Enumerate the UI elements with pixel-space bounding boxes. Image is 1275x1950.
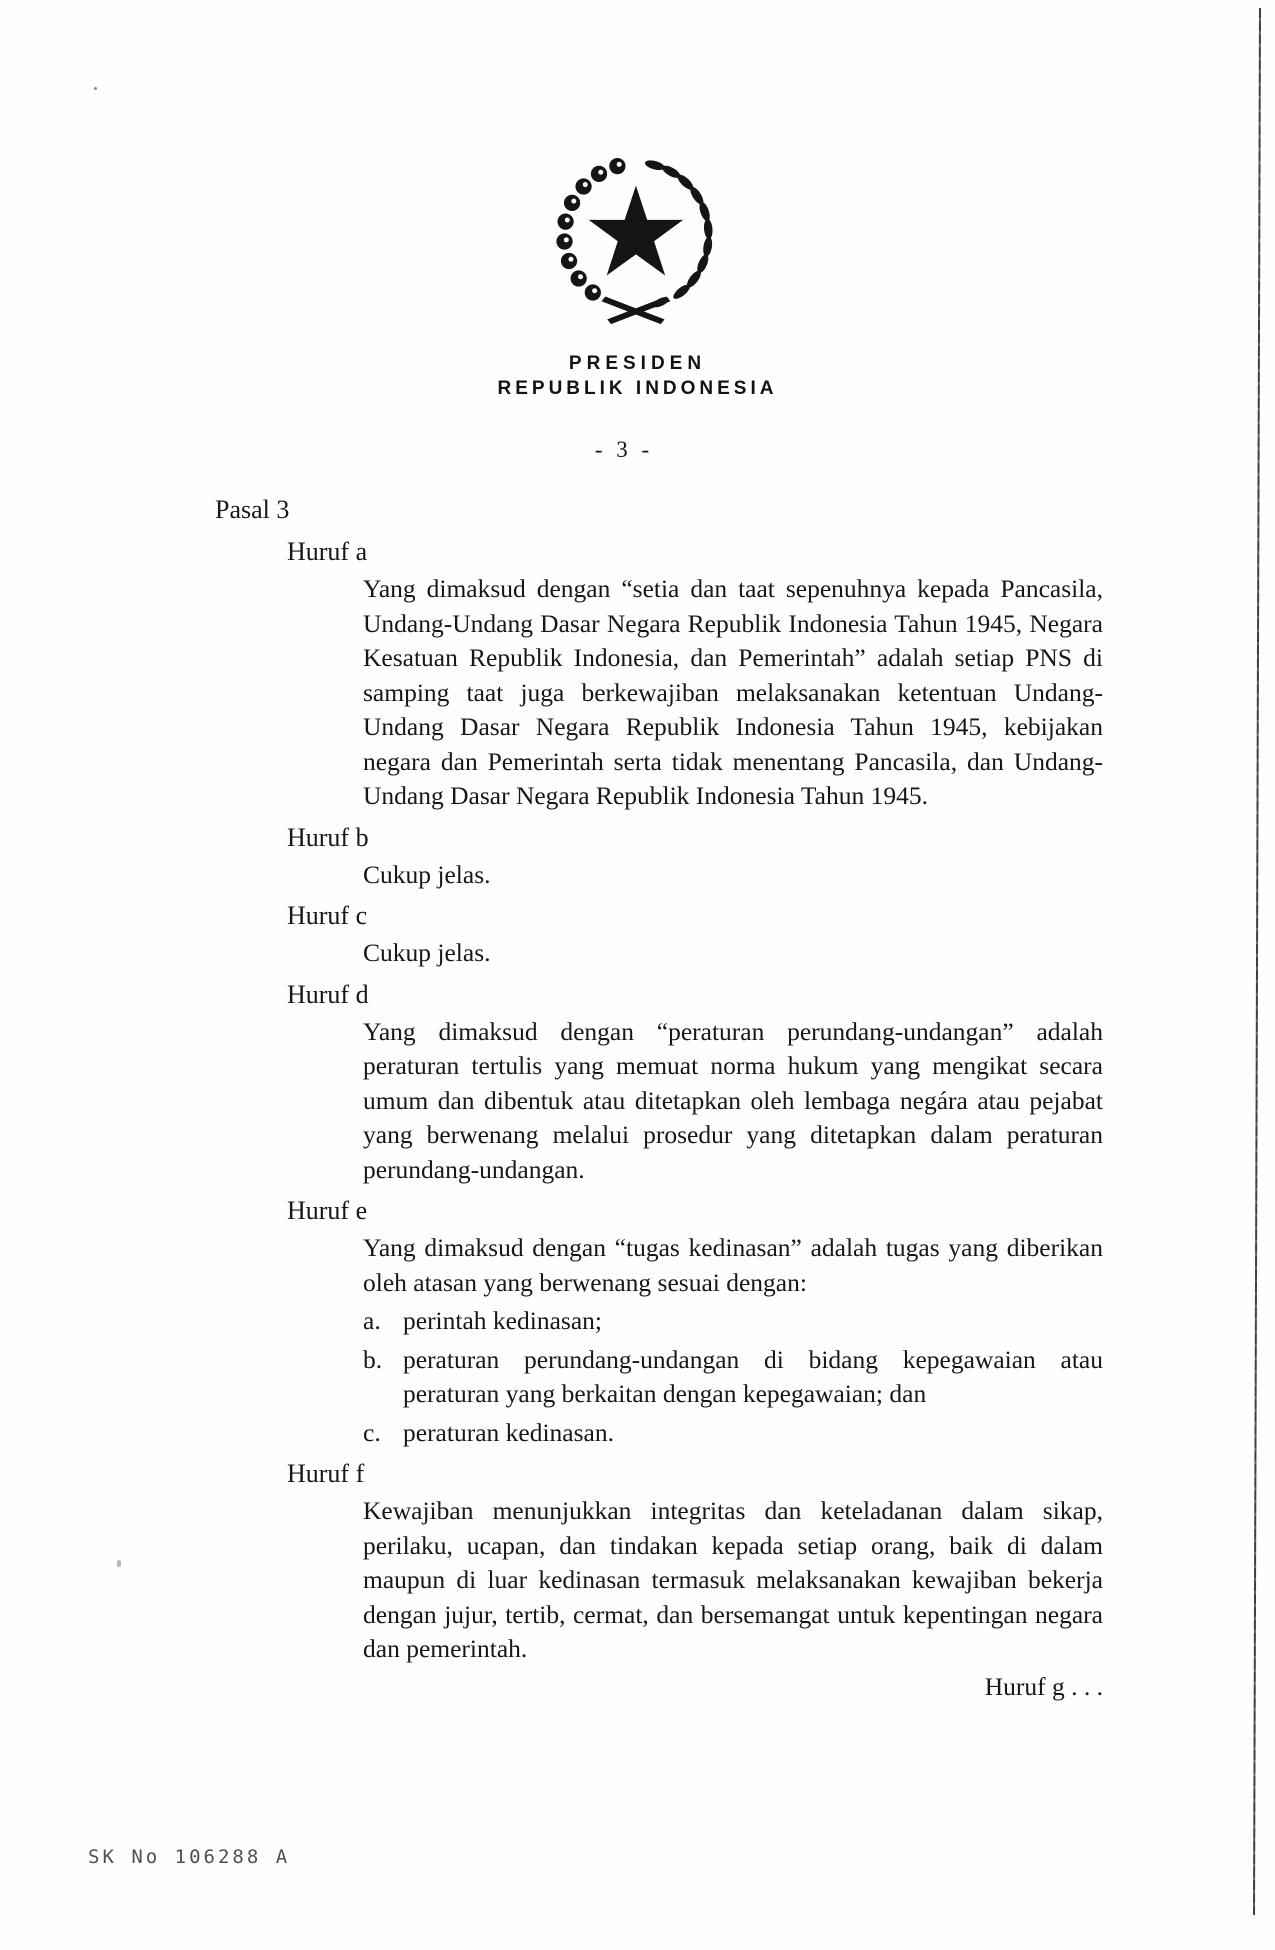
item-huruf-a <box>215 534 1125 814</box>
item-label: Huruf b <box>287 822 369 852</box>
list-text: peraturan kedinasan. <box>403 1417 614 1447</box>
letterhead-line2: REPUBLIK INDONESIA <box>497 378 778 399</box>
scan-artifact-line <box>1253 8 1261 1915</box>
item-body: Yang dimaksud dengan “setia dan taat sepenuhnya kepada Pancasila, Undang-Undang Dasar Negara Republik Indonesia Tahun 1945, Negara Kesatuan Republik Indonesia, dan Pemerintah” adalah setiap PNS di samping taat juga berkewajiban melaksanakan ketentuan Undang-Undang Dasar Negara Republik Indonesia Tahun 1945, kebijakan negara dan Pemerintah serta tidak menentang Pancasila, dan Undang-Undang Dasar Negara Republik Indonesia Tahun 1945. <box>363 574 1103 810</box>
list-item <box>363 1304 1103 1339</box>
item-body: Cukup jelas. <box>363 938 491 967</box>
list-item <box>363 1343 1103 1412</box>
letterhead <box>0 352 1275 402</box>
item-body: Kewajiban menunjukkan integritas dan keteladanan dalam sikap, perilaku, ucapan, dan tindakan kepada setiap orang, baik di dalam maupun di luar kedinasan termasuk melaksanakan kewajiban bekerja dengan jujur, tertib, cermat, dan bersemangat untuk kepentingan negara dan pemerintah. <box>363 1496 1103 1663</box>
list-marker: c. <box>363 1417 381 1447</box>
sublist <box>363 1304 1103 1450</box>
item-label: Huruf f <box>287 1459 365 1488</box>
scan-speck <box>117 1560 121 1567</box>
document-body <box>215 492 1125 1704</box>
letterhead-line1: PRESIDEN <box>568 353 707 374</box>
page-number: - 3 - <box>594 437 654 462</box>
item-body: Yang dimaksud dengan “tugas kedinasan” adalah tugas yang diberikan oleh atasan yang berwenang sesuai dengan: <box>363 1233 1103 1297</box>
item-huruf-b <box>215 820 1125 893</box>
item-huruf-e <box>215 1193 1125 1450</box>
item-label: Huruf a <box>287 537 368 566</box>
item-label: Huruf d <box>287 979 369 1009</box>
list-marker: b. <box>363 1344 383 1374</box>
article-title: Pasal 3 <box>215 495 290 524</box>
item-huruf-d <box>215 977 1125 1188</box>
list-marker: a. <box>363 1306 381 1335</box>
item-huruf-c <box>215 898 1125 971</box>
sk-number: SK No 106288 A <box>88 1846 291 1868</box>
item-body: Yang dimaksud dengan “peraturan perundang-undangan” adalah peraturan tertulis yang memuat norma hukum yang mengikat secara umum dan dibentuk atau ditetapkan oleh lembaga negára atau pejabat yang berwenang melalui prosedur yang ditetapkan dalam peraturan perundang-undangan. <box>363 1016 1103 1184</box>
item-body: Cukup jelas. <box>363 859 491 889</box>
item-label: Huruf e <box>287 1196 368 1225</box>
item-label: Huruf c <box>287 901 368 930</box>
list-text: peraturan perundang-undangan di bidang kepegawaian atau peraturan yang berkaitan dengan kepegawaian; dan <box>403 1344 1103 1408</box>
continuation-note: Huruf g . . . <box>984 1671 1103 1701</box>
list-text: perintah kedinasan; <box>403 1306 602 1335</box>
list-item <box>363 1416 1103 1451</box>
scan-speck <box>94 87 97 90</box>
presidential-seal-icon <box>548 150 720 334</box>
item-huruf-f <box>215 1456 1125 1667</box>
